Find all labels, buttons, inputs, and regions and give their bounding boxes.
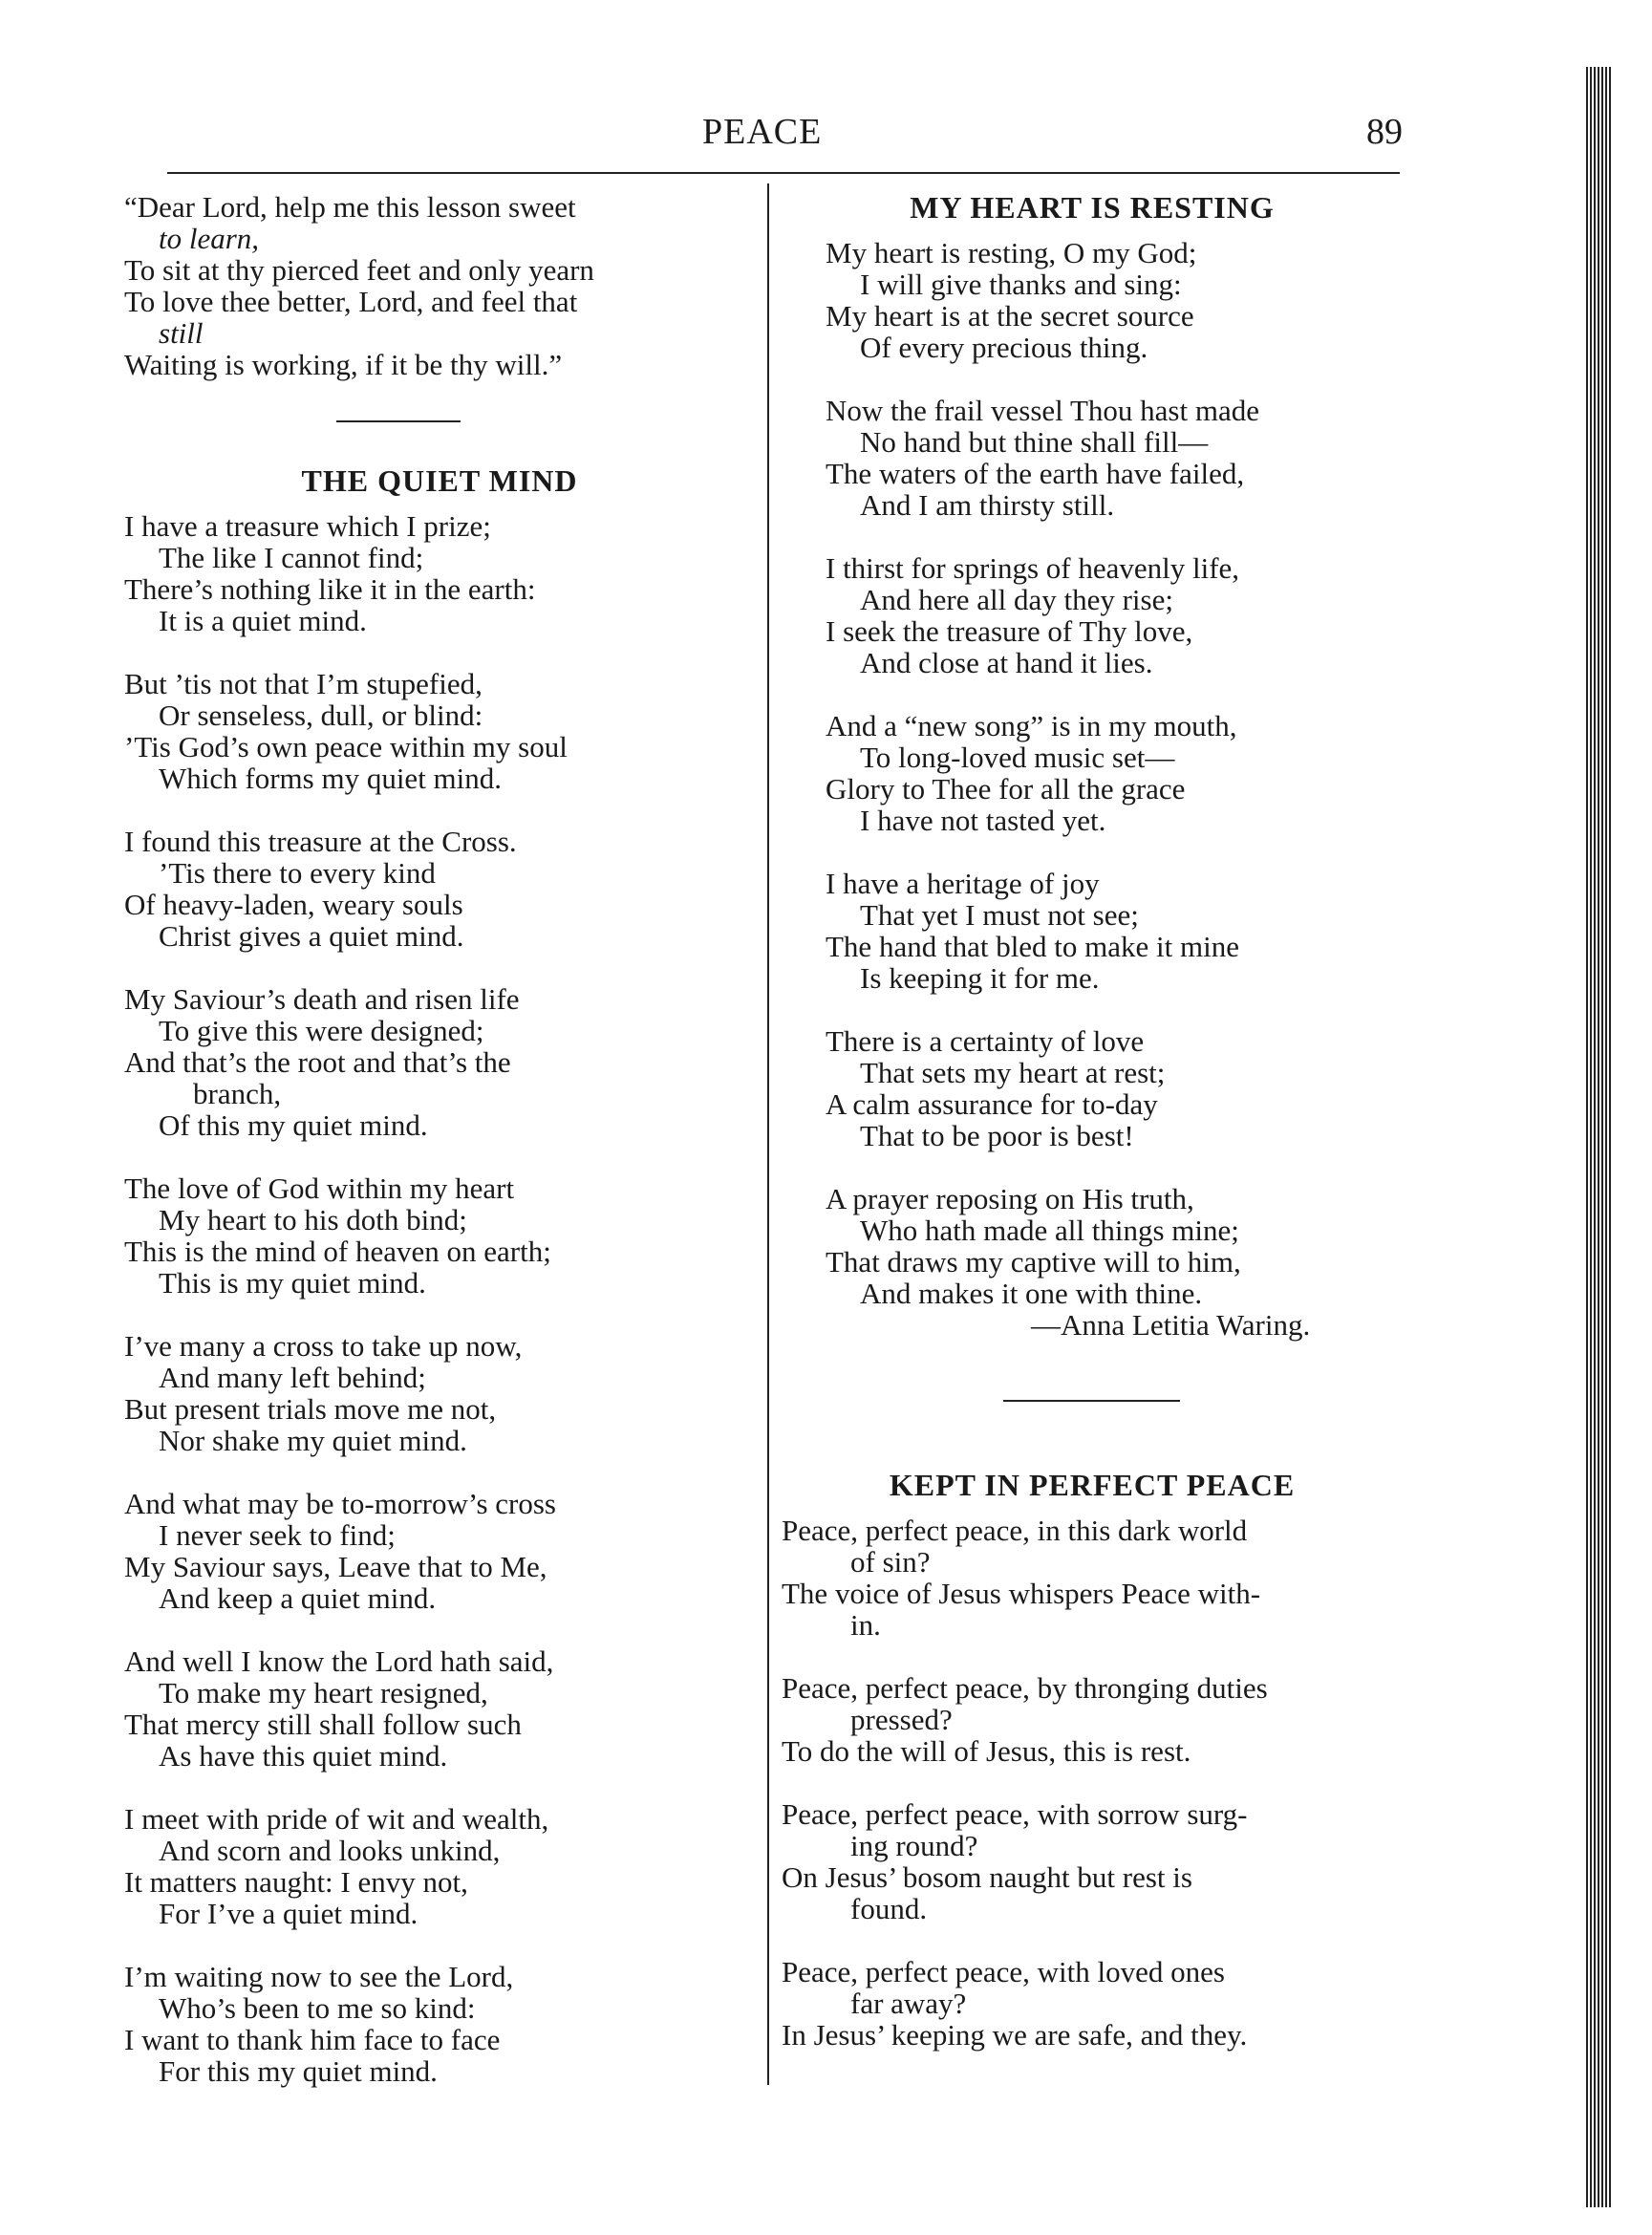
verse-line: For this my quiet mind. <box>159 2054 438 2088</box>
verse-line: And that’s the root and that’s the <box>124 1045 511 1079</box>
verse-line: ’Tis God’s own peace within my soul <box>124 730 568 763</box>
section-separator <box>336 420 461 422</box>
verse-line: Is keeping it for me. <box>860 961 1100 995</box>
stanza <box>826 395 1403 521</box>
stanza <box>826 868 1403 994</box>
verse-line: I have not tasted yet. <box>860 804 1106 837</box>
verse-line: The like I cannot find; <box>159 541 424 574</box>
verse-line: in. <box>850 1608 881 1642</box>
verse-line: There is a certainty of love <box>826 1024 1145 1058</box>
stanza <box>124 510 755 636</box>
stanza <box>124 1172 755 1299</box>
verse-line: That sets my heart at rest; <box>860 1056 1166 1089</box>
stanza <box>124 1645 755 1772</box>
verse-line: I will give thanks and sing: <box>860 268 1182 301</box>
verse-line: Nor shake my quiet mind. <box>159 1424 467 1457</box>
stanza <box>782 1672 1403 1767</box>
verse-line: And close at hand it lies. <box>860 646 1153 679</box>
right-column <box>782 191 1403 2051</box>
verse-line: ’Tis there to every kind <box>159 856 436 890</box>
verse-line: In Jesus’ keeping we are safe, and they. <box>782 2018 1248 2052</box>
stanza <box>124 826 755 952</box>
verse-line: That yet I must not see; <box>860 898 1139 932</box>
verse-line: Of every precious thing. <box>860 331 1148 364</box>
verse-line: And here all day they rise; <box>860 583 1173 616</box>
verse-line: And a “new song” is in my mouth, <box>826 709 1237 742</box>
page-edge-scan-artifact <box>1586 67 1611 2207</box>
verse-line: I have a heritage of joy <box>826 867 1100 900</box>
verse-line: The love of God within my heart <box>124 1171 515 1205</box>
verse-line: To do the will of Jesus, this is rest. <box>782 1734 1191 1768</box>
stanza <box>124 983 755 1141</box>
stanza <box>124 1488 755 1614</box>
stanza <box>124 1330 755 1456</box>
page-header-title: PEACE <box>702 112 823 152</box>
verse-line: It is a quiet mind. <box>159 604 367 637</box>
verse-line: of sin? <box>850 1545 931 1579</box>
verse-line: To sit at thy pierced feet and only yearn <box>124 253 594 287</box>
verse-line: I have a treasure which I prize; <box>124 509 491 543</box>
verse-line: This is my quiet mind. <box>159 1266 426 1300</box>
verse-line: I found this treasure at the Cross. <box>124 825 517 858</box>
verse-line: I want to thank him face to face <box>124 2023 501 2056</box>
verse-line: Of heavy-laden, weary souls <box>124 888 463 921</box>
verse-line: A calm assurance for to-day <box>826 1087 1158 1121</box>
left-column <box>124 191 755 2087</box>
verse-line: “Dear Lord, help me this lesson sweet <box>124 190 576 224</box>
stanza <box>826 1183 1403 1309</box>
verse-line: My heart is resting, O my God; <box>826 236 1197 269</box>
verse-line: Or senseless, dull, or blind: <box>159 698 483 732</box>
stanza <box>782 1515 1403 1641</box>
verse-line: The waters of the earth have failed, <box>826 457 1245 490</box>
verse-line: Peace, perfect peace, in this dark world <box>782 1514 1248 1547</box>
verse-line: I thirst for springs of heavenly life, <box>826 551 1240 585</box>
verse-line: Who hath made all things mine; <box>860 1214 1239 1247</box>
stanza <box>124 668 755 794</box>
verse-line: But ’tis not that I’m stupefied, <box>124 667 483 700</box>
verse-line: For I’ve a quiet mind. <box>159 1897 418 1930</box>
poem-attribution: —Anna Letitia Waring. <box>1031 1308 1311 1342</box>
intro-verse <box>124 191 755 380</box>
verse-line: I never seek to find; <box>159 1518 396 1552</box>
verse-line: But present trials move me not, <box>124 1392 497 1426</box>
poem-body-heart-resting <box>782 237 1403 1341</box>
verse-line: I meet with pride of wit and wealth, <box>124 1802 549 1836</box>
verse-line: My heart is at the secret source <box>826 299 1194 333</box>
verse-line: That to be poor is best! <box>860 1119 1134 1152</box>
verse-line: And well I know the Lord hath said, <box>124 1644 554 1678</box>
page-number: 89 <box>1366 112 1403 152</box>
verse-line: I seek the treasure of Thy love, <box>826 614 1193 648</box>
running-head <box>0 111 1652 159</box>
verse-line: That draws my captive will to him, <box>826 1245 1241 1279</box>
verse-line: To long-loved music set— <box>860 741 1175 774</box>
verse-line: The voice of Jesus whispers Peace with- <box>782 1577 1261 1610</box>
verse-line: Glory to Thee for all the grace <box>826 772 1186 806</box>
verse-line: to learn, <box>159 222 260 255</box>
verse-line: My heart to his doth bind; <box>159 1203 467 1236</box>
poem-title-quiet-mind: THE QUIET MIND <box>301 463 578 498</box>
verse-line: far away? <box>850 1987 967 2020</box>
verse-line: On Jesus’ bosom naught but rest is <box>782 1860 1192 1894</box>
verse-line: A prayer reposing on His truth, <box>826 1182 1194 1215</box>
verse-line: Christ gives a quiet mind. <box>159 919 464 953</box>
verse-line: Peace, perfect peace, with loved ones <box>782 1955 1225 1988</box>
verse-line: My Saviour says, Leave that to Me, <box>124 1550 547 1583</box>
stanza <box>782 1798 1403 1924</box>
verse-line: As have this quiet mind. <box>159 1739 448 1773</box>
verse-line: Peace, perfect peace, by thronging duties <box>782 1671 1268 1705</box>
verse-line: No hand but thine shall fill— <box>860 425 1209 459</box>
verse-line: To love thee better, Lord, and feel that <box>124 285 578 318</box>
verse-line: Waiting is working, if it be thy will.” <box>124 348 563 381</box>
column-divider <box>767 183 769 2085</box>
verse-line: Who’s been to me so kind: <box>159 1991 476 2025</box>
verse-line: My Saviour’s death and risen life <box>124 982 520 1016</box>
verse-line: And many left behind; <box>159 1361 426 1394</box>
stanza <box>826 1025 1403 1151</box>
verse-line: Now the frail vessel Thou hast made <box>826 394 1259 427</box>
verse-line: And makes it one with thine. <box>860 1277 1203 1310</box>
stanza <box>124 1803 755 1929</box>
poem-title-perfect-peace: KEPT IN PERFECT PEACE <box>889 1468 1296 1502</box>
verse-line: It matters naught: I envy not, <box>124 1865 468 1899</box>
verse-line: found. <box>850 1892 928 1925</box>
verse-line: And I am thirsty still. <box>860 488 1115 522</box>
verse-line: I’m waiting now to see the Lord, <box>124 1960 514 1993</box>
verse-line: To give this were designed; <box>159 1014 484 1047</box>
stanza <box>826 237 1403 363</box>
verse-line: The hand that bled to make it mine <box>826 930 1240 963</box>
verse-line: Which forms my quiet mind. <box>159 762 503 795</box>
verse-line: And scorn and looks unkind, <box>159 1834 501 1867</box>
verse-line: Of this my quiet mind. <box>159 1108 428 1142</box>
verse-line: To make my heart resigned, <box>159 1676 488 1709</box>
stanza <box>782 1956 1403 2051</box>
verse-line: And what may be to-morrow’s cross <box>124 1487 556 1520</box>
verse-line: still <box>159 316 204 350</box>
poem-title-heart-resting: MY HEART IS RESTING <box>910 190 1275 225</box>
verse-line: And keep a quiet mind. <box>159 1581 437 1615</box>
verse-line: I’ve many a cross to take up now, <box>124 1329 523 1363</box>
stanza <box>124 1961 755 2087</box>
stanza <box>826 552 1403 678</box>
section-separator <box>1003 1400 1180 1402</box>
verse-line: There’s nothing like it in the earth: <box>124 572 536 606</box>
verse-line: ing round? <box>850 1829 978 1862</box>
verse-line: This is the mind of heaven on earth; <box>124 1235 551 1268</box>
verse-line: Peace, perfect peace, with sorrow surg- <box>782 1797 1248 1831</box>
verse-line: pressed? <box>850 1703 953 1736</box>
header-rule <box>167 172 1400 174</box>
stanza <box>826 710 1403 836</box>
verse-line: That mercy still shall follow such <box>124 1708 522 1741</box>
verse-line: branch, <box>193 1077 282 1110</box>
